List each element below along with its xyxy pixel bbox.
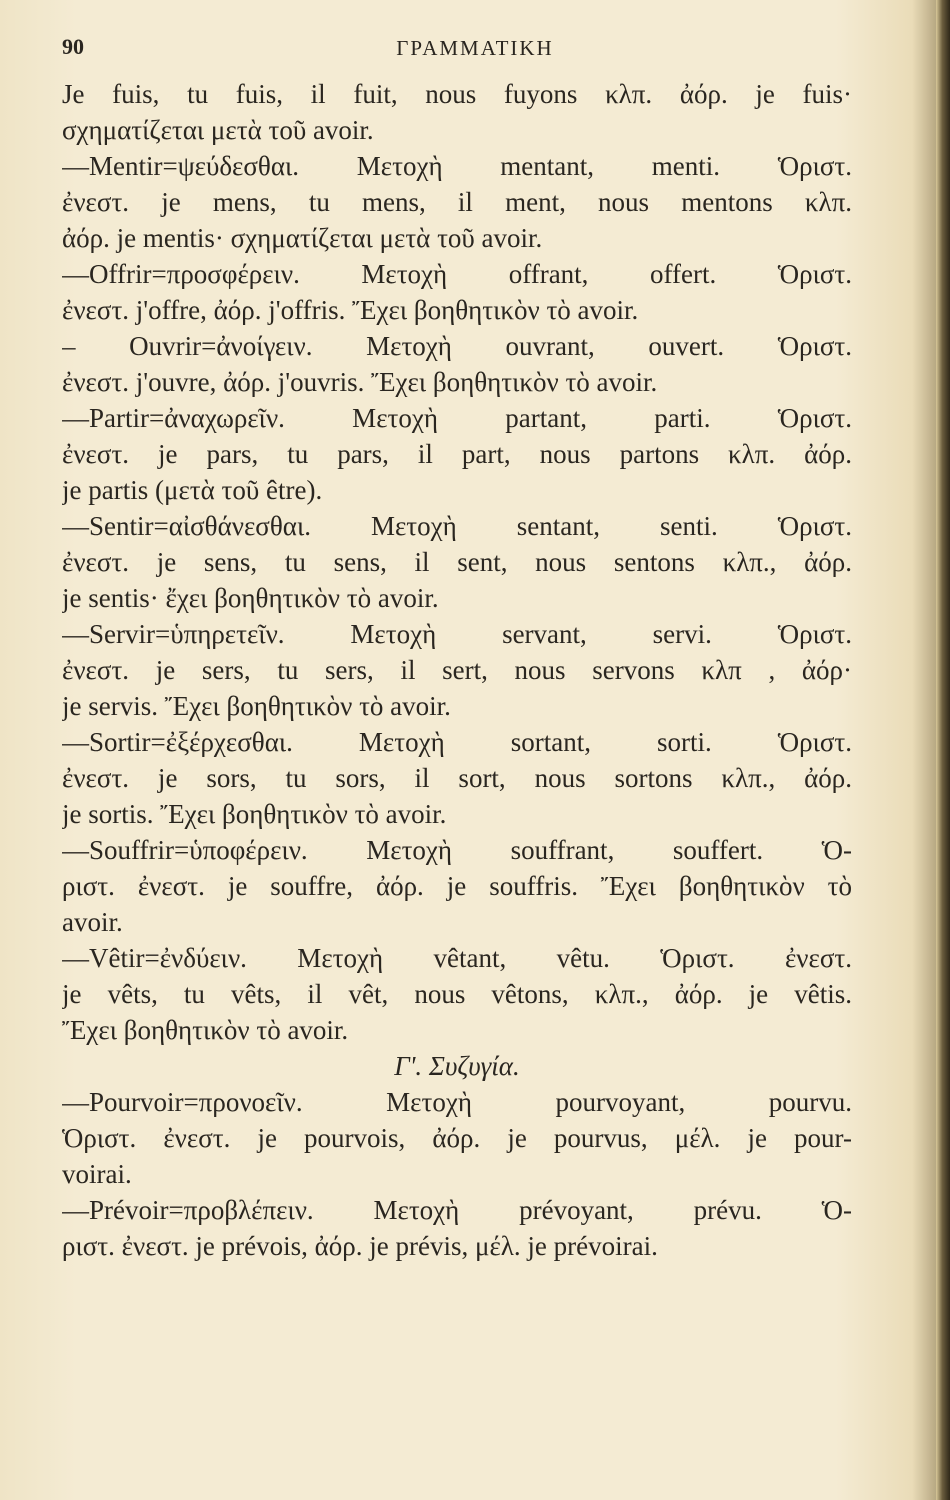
text-line: – Ouvrir=ἀνοίγειν. Μετοχὴ ouvrant, ouvert. Ὁριστ. <box>62 331 852 361</box>
text-line: ἐνεστ. je sers, tu sers, il sert, nous servons κλπ , ἀόρ· <box>62 655 852 685</box>
text-line: ἐνεστ. je sens, tu sens, il sent, nous sentons κλπ., ἀόρ. <box>62 547 852 577</box>
page-edge <box>936 0 950 1500</box>
body-text <box>62 76 852 1264</box>
text-line: je vêts, tu vêts, il vêt, nous vêtons, κλπ., ἀόρ. je vêtis. <box>62 979 852 1009</box>
text-line: Ὁριστ. ἐνεστ. je pourvois, ἀόρ. je pourvus, μέλ. je pour- <box>62 1123 852 1153</box>
text-line: ριστ. ἐνεστ. je prévois, ἀόρ. je prévis, μέλ. je prévoirai. <box>62 1231 658 1261</box>
text-line: —Offrir=προσφέρειν. Μετοχὴ offrant, offert. Ὁριστ. <box>62 259 852 289</box>
text-line: ἐνεστ. j'offre, ἀόρ. j'offris. Ἔχει βοηθητικὸν τὸ avoir. <box>62 295 639 325</box>
text-line: —Servir=ὑπηρετεῖν. Μετοχὴ servant, servi. Ὁριστ. <box>62 619 852 649</box>
text-line: je partis (μετὰ τοῦ être). <box>62 475 323 505</box>
text-line: voirai. <box>62 1159 132 1189</box>
text-line: Ἔχει βοηθητικὸν τὸ avoir. <box>62 1015 349 1045</box>
page-number: 90 <box>62 34 84 59</box>
text-line: Je fuis, tu fuis, il fuit, nous fuyons κλπ. ἀόρ. je fuis· <box>62 79 852 109</box>
text-line: je sentis· ἔχει βοηθητικὸν τὸ avoir. <box>62 583 439 613</box>
text-line: ἐνεστ. j'ouvre, ἀόρ. j'ouvris. Ἔχει βοηθητικὸν τὸ avoir. <box>62 367 658 397</box>
text-line: je servis. Ἔχει βοηθητικὸν τὸ avoir. <box>62 691 451 721</box>
text-line: avoir. <box>62 907 123 937</box>
text-line: ριστ. ἐνεστ. je souffre, ἀόρ. je souffris. Ἔχει βοηθητικὸν τὸ <box>62 871 852 901</box>
text-line: —Pourvoir=προνοεῖν. Μετοχὴ pourvoyant, pourvu. <box>62 1087 852 1117</box>
section-heading: Γ'. Συζυγία. <box>394 1051 520 1081</box>
text-line: ἐνεστ. je mens, tu mens, il ment, nous mentons κλπ. <box>62 187 852 217</box>
text-line: —Vêtir=ἐνδύειν. Μετοχὴ vêtant, vêtu. Ὁριστ. ἐνεστ. <box>62 943 852 973</box>
text-line: —Souffrir=ὑποφέρειν. Μετοχὴ souffrant, souffert. Ὁ- <box>62 835 852 865</box>
text-line: —Sentir=αἰσθάνεσθαι. Μετοχὴ sentant, senti. Ὁριστ. <box>62 511 852 541</box>
text-line: —Prévoir=προβλέπειν. Μετοχὴ prévoyant, prévu. Ὁ- <box>62 1195 852 1225</box>
text-line: ἐνεστ. je pars, tu pars, il part, nous partons κλπ. ἀόρ. <box>62 439 852 469</box>
text-line: ἀόρ. je mentis· σχηματίζεται μετὰ τοῦ avoir. <box>62 223 543 253</box>
text-line: ἐνεστ. je sors, tu sors, il sort, nous sortons κλπ., ἀόρ. <box>62 763 852 793</box>
text-line: σχηματίζεται μετὰ τοῦ avoir. <box>62 115 374 145</box>
text-line: je sortis. Ἔχει βοηθητικὸν τὸ avoir. <box>62 799 447 829</box>
text-line: —Partir=ἀναχωρεῖν. Μετοχὴ partant, parti. Ὁριστ. <box>62 403 852 433</box>
running-head: ΓΡΑΜΜΑΤΙΚΗ <box>396 36 554 60</box>
page-header <box>62 34 888 64</box>
text-line: —Mentir=ψεύδεσθαι. Μετοχὴ mentant, menti. Ὁριστ. <box>62 151 852 181</box>
text-line: —Sortir=ἐξέρχεσθαι. Μετοχὴ sortant, sorti. Ὁριστ. <box>62 727 852 757</box>
